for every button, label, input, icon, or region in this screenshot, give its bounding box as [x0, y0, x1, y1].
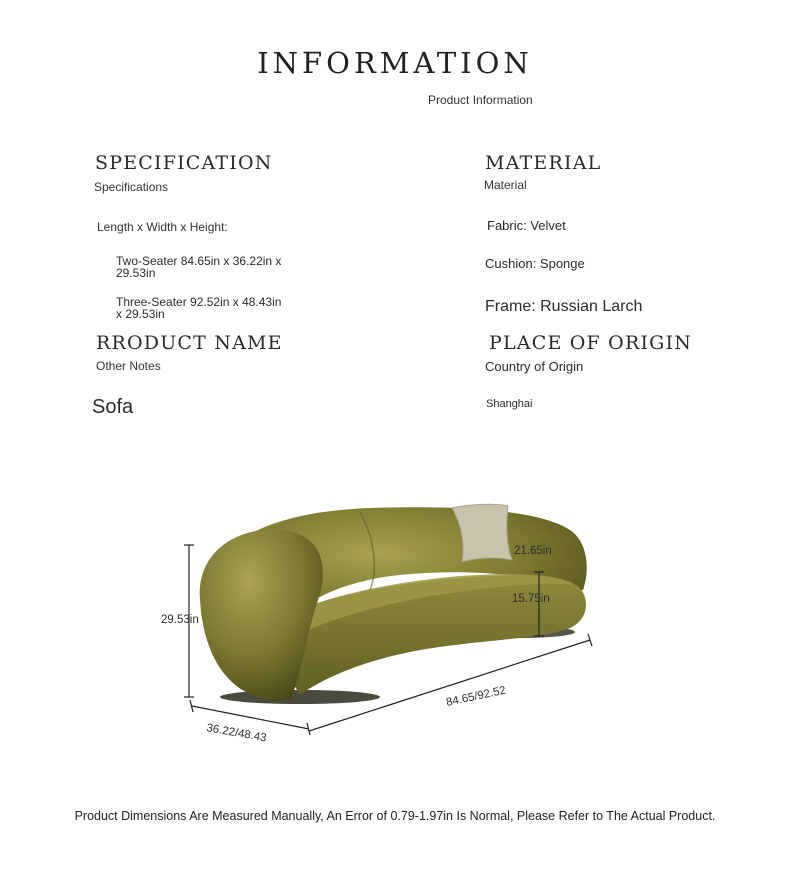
material-subheading: Material [484, 178, 527, 192]
dimension-label: Length x Width x Height: [97, 220, 228, 234]
material-cushion: Cushion: Sponge [485, 256, 585, 271]
length-label: 84.65/92.52 [445, 684, 508, 709]
product-name-subheading: Other Notes [96, 359, 161, 373]
product-name-value: Sofa [92, 396, 134, 418]
material-fabric: Fabric: Velvet [487, 218, 566, 233]
depth-label: 36.22/48.43 [205, 722, 268, 745]
material-heading: MATERIAL [485, 152, 602, 174]
specification-heading: SPECIFICATION [95, 152, 273, 174]
size-three-seater: Three-Seater 92.52in x 48.43in x 29.53in [116, 295, 282, 321]
page-title: INFORMATION [257, 46, 533, 80]
footer-note: Product Dimensions Are Measured Manually, An Error of 0.79-1.97in Is Normal, Please Refer to The Actual Product. [74, 809, 716, 823]
back-height-label: 21.65in [514, 545, 552, 557]
specification-subheading: Specifications [94, 180, 169, 194]
origin-value: Shanghai [486, 398, 533, 410]
product-name-heading: RRODUCT NAME [96, 332, 283, 354]
seat-height-label: 15.75in [512, 593, 550, 605]
page-subtitle: Product Information [428, 93, 533, 107]
height-label: 29.53in [161, 614, 199, 626]
size-two-seater: Two-Seater 84.65in x 36.22in x 29.53in [116, 254, 282, 280]
material-frame: Frame: Russian Larch [485, 298, 643, 315]
origin-heading: PLACE OF ORIGIN [489, 332, 693, 354]
origin-subheading: Country of Origin [485, 359, 584, 374]
